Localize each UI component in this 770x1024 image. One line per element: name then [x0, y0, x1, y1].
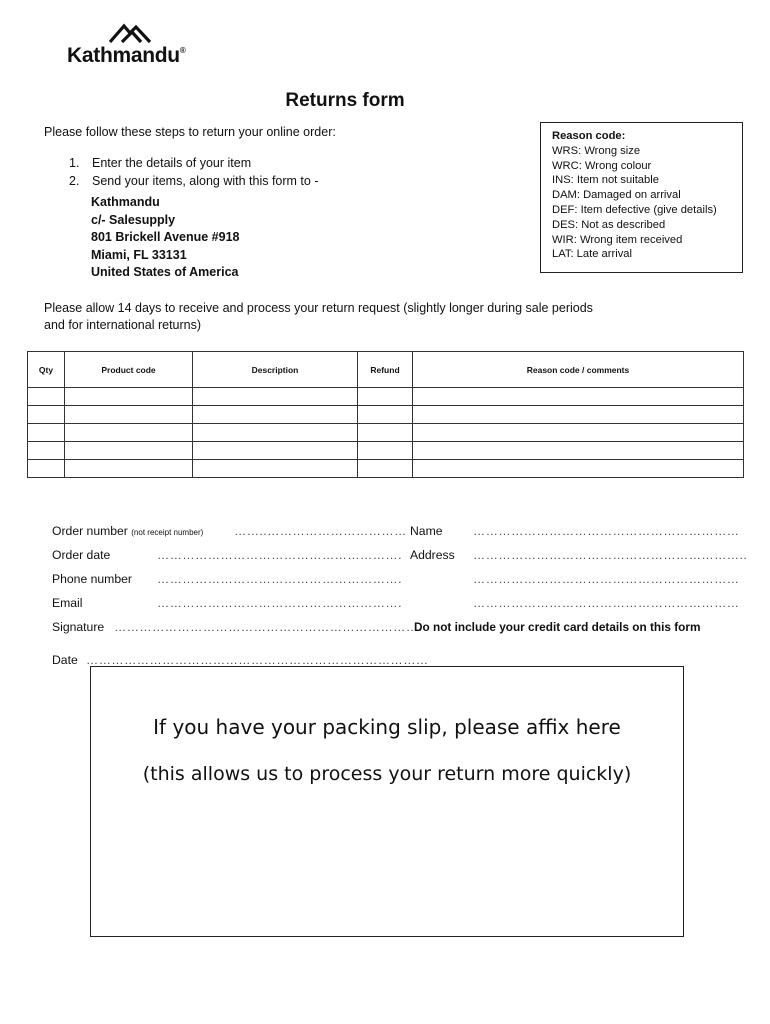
order-number-field[interactable]: ……..……………………………: [234, 524, 407, 538]
phone-label: Phone number: [52, 572, 132, 586]
brand-logo-mountain-icon: [108, 22, 164, 44]
product-code-cell[interactable]: [65, 442, 193, 460]
signature-field[interactable]: ……………………………………………………………….: [114, 620, 423, 634]
page-title: Returns form: [285, 90, 405, 111]
steps-list: [69, 154, 318, 190]
reason-code-item: INS: Item not suitable: [552, 174, 659, 187]
order-date-field[interactable]: ………………………………………………….: [157, 548, 402, 562]
packing-slip-area: [90, 666, 684, 937]
reason-cell[interactable]: [413, 406, 744, 424]
description-cell[interactable]: [193, 424, 358, 442]
refund-cell[interactable]: [358, 424, 413, 442]
order-number-label: Order number (not receipt number): [52, 524, 204, 538]
credit-card-warning: Do not include your credit card details on this form: [414, 620, 701, 634]
col-header-description: Description: [193, 352, 358, 388]
qty-cell[interactable]: [28, 442, 65, 460]
table-row: [28, 388, 744, 406]
product-code-cell[interactable]: [65, 460, 193, 478]
date-field[interactable]: ………………………………………………………………………: [86, 653, 429, 667]
name-field[interactable]: ………………………………………………………: [473, 524, 740, 538]
address-field-line3[interactable]: ………………………………………………………: [473, 596, 740, 610]
reason-code-item: DES: Not as described: [552, 218, 666, 231]
reason-code-box: [540, 122, 743, 273]
email-field[interactable]: ………………………………………………….: [157, 596, 402, 610]
date-label: Date: [52, 653, 78, 667]
reason-code-title: Reason code:: [552, 130, 626, 142]
qty-cell[interactable]: [28, 424, 65, 442]
reason-cell[interactable]: [413, 388, 744, 406]
description-cell[interactable]: [193, 406, 358, 424]
step-item: [69, 172, 318, 190]
step-number: 2.: [69, 174, 80, 188]
reason-cell[interactable]: [413, 442, 744, 460]
reason-code-item: WIR: Wrong item received: [552, 233, 683, 246]
registered-mark: ®: [179, 46, 186, 55]
table-header-row: [28, 352, 744, 388]
step-text: Enter the details of your item: [92, 156, 252, 170]
description-cell[interactable]: [193, 388, 358, 406]
packing-slip-instruction: If you have your packing slip, please affix here: [153, 715, 621, 739]
phone-field[interactable]: ………………………………………………….: [157, 572, 402, 586]
reason-cell[interactable]: [413, 460, 744, 478]
processing-notice: Please allow 14 days to receive and process your return request (slightly longer during sale periods and for international returns): [44, 301, 593, 332]
description-cell[interactable]: [193, 442, 358, 460]
col-header-product-code: Product code: [65, 352, 193, 388]
table-row: [28, 406, 744, 424]
brand-logo-text: Kathmandu®: [67, 44, 186, 67]
table-row: [28, 460, 744, 478]
address-line: 801 Brickell Avenue #918: [91, 230, 240, 245]
address-field[interactable]: ………………………………………………………..: [473, 548, 748, 562]
product-code-cell[interactable]: [65, 388, 193, 406]
step-text: Send your items, along with this form to -: [92, 174, 319, 188]
refund-cell[interactable]: [358, 388, 413, 406]
reason-code-item: DEF: Item defective (give details): [552, 203, 717, 216]
return-address: [91, 194, 239, 282]
step-number: 1.: [69, 156, 80, 170]
address-line: Kathmandu: [91, 195, 160, 209]
address-label: Address: [410, 548, 455, 562]
qty-cell[interactable]: [28, 388, 65, 406]
return-items-table: [27, 351, 744, 478]
col-header-refund: Refund: [358, 352, 413, 388]
packing-slip-note: (this allows us to process your return more quickly): [142, 763, 632, 785]
description-cell[interactable]: [193, 460, 358, 478]
email-label: Email: [52, 596, 83, 610]
qty-cell[interactable]: [28, 406, 65, 424]
step-item: [69, 154, 318, 172]
refund-cell[interactable]: [358, 442, 413, 460]
intro-text: Please follow these steps to return your online order:: [44, 125, 336, 139]
address-line: United States of America: [91, 265, 239, 280]
reason-code-item: DAM: Damaged on arrival: [552, 189, 681, 202]
reason-code-item: LAT: Late arrival: [552, 248, 633, 261]
refund-cell[interactable]: [358, 460, 413, 478]
col-header-qty: Qty: [28, 352, 65, 388]
reason-code-item: WRS: Wrong size: [552, 144, 641, 157]
table-row: [28, 442, 744, 460]
product-code-cell[interactable]: [65, 406, 193, 424]
qty-cell[interactable]: [28, 460, 65, 478]
name-label: Name: [410, 524, 443, 538]
col-header-reason: Reason code / comments: [413, 352, 744, 388]
address-line: Miami, FL 33131: [91, 247, 187, 262]
signature-label: Signature: [52, 620, 105, 634]
reason-cell[interactable]: [413, 424, 744, 442]
table-row: [28, 424, 744, 442]
order-number-note: (not receipt number): [131, 528, 204, 537]
product-code-cell[interactable]: [65, 424, 193, 442]
address-line: c/- Salesupply: [91, 212, 176, 227]
refund-cell[interactable]: [358, 406, 413, 424]
order-date-label: Order date: [52, 548, 111, 562]
address-field-line2[interactable]: ………………………………………………………: [473, 572, 740, 586]
reason-code-item: WRC: Wrong colour: [552, 159, 652, 172]
